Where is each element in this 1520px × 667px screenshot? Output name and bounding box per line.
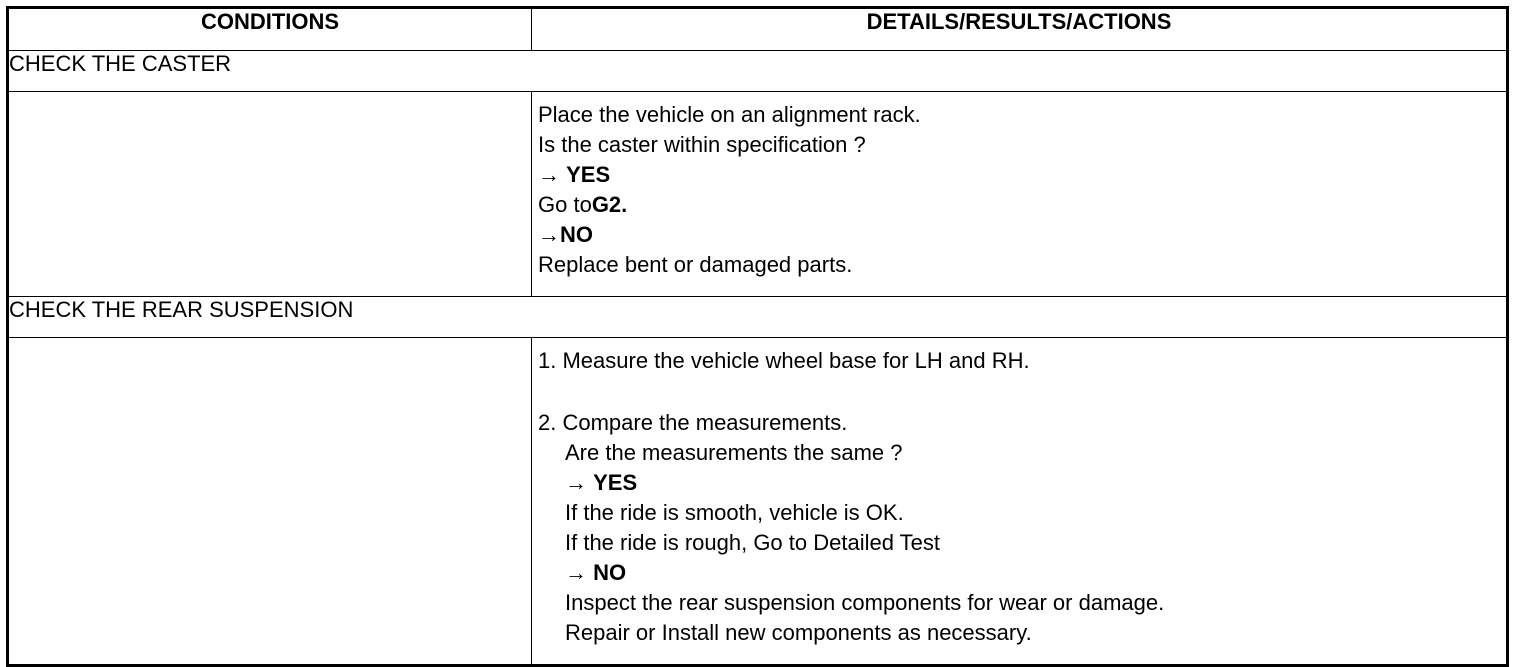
- goto-prefix: Go to: [538, 192, 592, 217]
- detail-line: Inspect the rear suspension components for wear or damage.: [565, 590, 1165, 615]
- yes-label: YES: [566, 162, 611, 187]
- yes-result: [538, 160, 1500, 190]
- detail-line: Are the measurements the same ?: [565, 440, 903, 465]
- conditions-cell: [8, 338, 532, 666]
- arrow-glyph: →: [538, 222, 560, 247]
- detail-row-caster: [8, 92, 1508, 297]
- detail-line: Place the vehicle on an alignment rack.: [538, 102, 921, 127]
- step-2: 2. Compare the measurements.: [538, 410, 848, 435]
- no-label: NO: [593, 560, 627, 585]
- no-result: [538, 558, 1500, 588]
- step-1: 1. Measure the vehicle wheel base for LH and RH.: [538, 348, 1030, 373]
- arrow-glyph: →: [538, 162, 567, 187]
- section-row: [8, 51, 1508, 92]
- conditions-cell: [8, 92, 532, 297]
- header-conditions: CONDITIONS: [8, 8, 532, 51]
- header-details: DETAILS/RESULTS/ACTIONS: [532, 8, 1508, 51]
- yes-label: YES: [593, 470, 638, 495]
- details-cell-rear-suspension: [532, 338, 1508, 666]
- detail-line: If the ride is rough, Go to Detailed Test: [565, 530, 941, 555]
- detail-line: Is the caster within specification ?: [538, 132, 866, 157]
- no-label: NO: [560, 222, 593, 247]
- goto-line: [538, 190, 1500, 220]
- section-title-caster: CHECK THE CASTER: [8, 51, 1508, 92]
- detail-line: If the ride is smooth, vehicle is OK.: [565, 500, 904, 525]
- detail-line: Repair or Install new components as necessary.: [565, 620, 1032, 645]
- no-result: [538, 220, 1500, 250]
- diagnostic-table: [6, 6, 1509, 667]
- yes-result: [538, 468, 1500, 498]
- detail-row-rear-suspension: [8, 338, 1508, 666]
- arrow-glyph: →: [565, 560, 594, 585]
- section-title-rear-suspension: CHECK THE REAR SUSPENSION: [8, 297, 1508, 338]
- detail-line: Replace bent or damaged parts.: [538, 252, 853, 277]
- header-row: [8, 8, 1508, 51]
- details-cell-caster: [532, 92, 1508, 297]
- arrow-glyph: →: [565, 470, 594, 495]
- section-row: [8, 297, 1508, 338]
- goto-target: G2.: [591, 192, 628, 217]
- spacer: [538, 376, 1500, 408]
